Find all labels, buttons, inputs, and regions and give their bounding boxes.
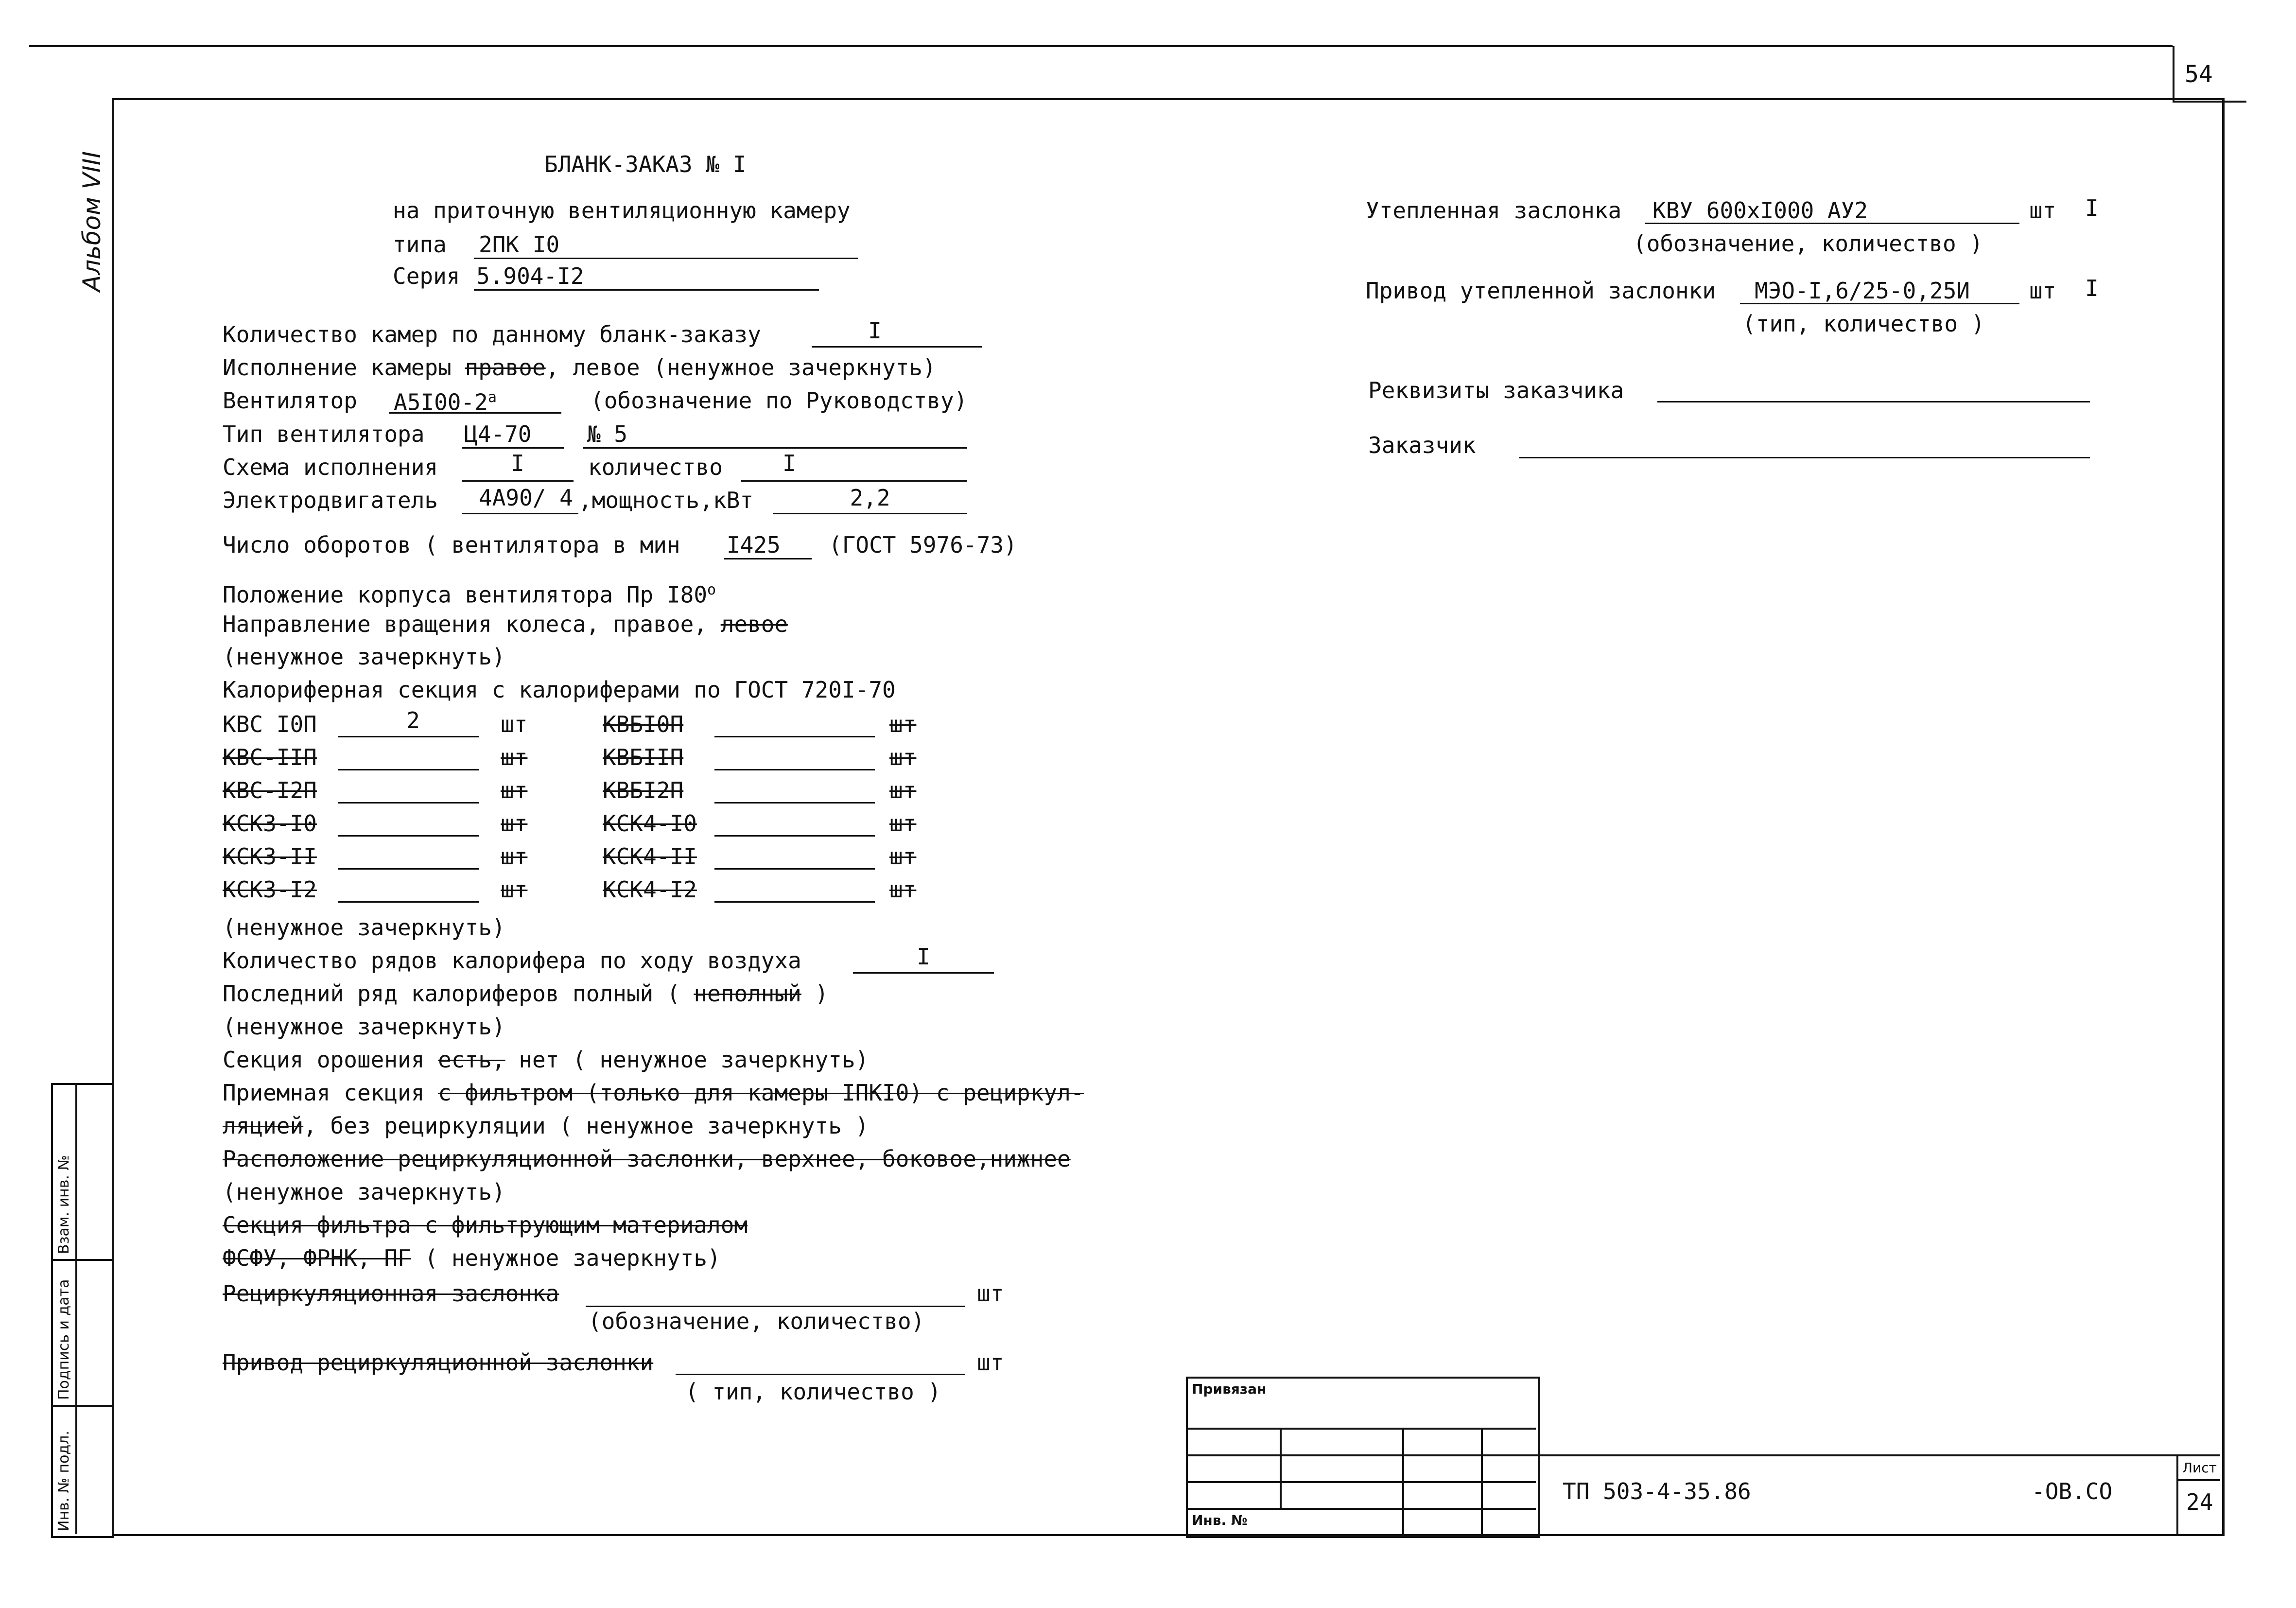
heater-field[interactable] xyxy=(338,901,479,903)
damper-value: КВУ 600хI000 АУ2 xyxy=(1652,197,1868,224)
doc-suffix: -ОВ.СО xyxy=(2032,1478,2113,1504)
heater-field[interactable] xyxy=(338,802,479,804)
motor-label: Электродвигатель xyxy=(223,487,438,513)
heater-unit: шт xyxy=(501,810,528,837)
heater-field-alt[interactable] xyxy=(714,802,875,804)
title-block-top xyxy=(1536,1454,2220,1456)
filter-line-2: ФСФУ, ФРНК, ПГ ( ненужное зачеркнуть) xyxy=(223,1245,721,1271)
heater-title: Калориферная секция с калориферами по ГОСТ 720I-70 xyxy=(223,677,896,703)
heater-field[interactable] xyxy=(338,868,479,870)
damper-qty: I xyxy=(2085,195,2099,221)
side-signature-label: Подпись и дата xyxy=(55,1279,72,1400)
sheet-number: 24 xyxy=(2186,1489,2213,1515)
album-label: Альбом VIII xyxy=(78,151,106,292)
heater-unit: шт xyxy=(501,744,528,770)
sheet-label: Лист xyxy=(2182,1460,2217,1476)
damper-note: (обозначение, количество ) xyxy=(1633,230,1983,257)
heater-unit: шт xyxy=(501,876,528,903)
qty-label: Количество камер по данному бланк-заказу xyxy=(223,321,761,348)
heater-field[interactable] xyxy=(338,736,479,737)
side-replaced-label: Взам. инв. № xyxy=(55,1155,72,1254)
qty-value: I xyxy=(868,317,882,344)
heater-name: КВС-I2П xyxy=(223,777,317,804)
position-line: Положение корпуса вентилятора Пр $I80^о$ xyxy=(223,581,716,608)
heater-name: КВС I0П xyxy=(223,711,317,737)
heater-value: 2 xyxy=(406,707,420,734)
heater-unit-alt: шт xyxy=(889,711,917,737)
heater-field-alt[interactable] xyxy=(714,769,875,770)
heater-name: КВС-IIП xyxy=(223,744,317,770)
lastrow-line: Последний ряд калориферов полный ( неполный ) xyxy=(223,980,829,1007)
rotation-note: (ненужное зачеркнуть) xyxy=(223,644,505,670)
motor-power-label: ,мощность,кВт xyxy=(578,487,754,513)
heater-unit-alt: шт xyxy=(889,744,917,770)
heater-unit-alt: шт xyxy=(889,777,917,804)
heater-name-alt: КСК4-I2 xyxy=(603,876,697,903)
fantype-value: Ц4-70 xyxy=(464,421,532,447)
drive-unit: шт xyxy=(2029,278,2056,304)
drive-label: Привод утепленной заслонки xyxy=(1366,278,1716,304)
type-value: 2ПК I0 xyxy=(479,231,560,258)
type-label: типа xyxy=(393,231,447,258)
scheme-qty-label: количество xyxy=(588,454,723,480)
heater-unit: шт xyxy=(501,777,528,804)
intake-line-1: Приемная секция с фильтром (только для камеры IПКI0) с рециркул- xyxy=(223,1080,1084,1106)
tied-label: Привязан xyxy=(1192,1381,1267,1397)
fantype-label: Тип вентилятора xyxy=(223,421,425,447)
heater-name-alt: КВБIIП xyxy=(603,744,684,770)
exec-line: Исполнение камеры правое, левое (ненужное зачеркнуть) xyxy=(223,354,936,381)
series-label: Серия xyxy=(393,263,460,289)
recirc-position-line: Расположение рециркуляционной заслонки, верхнее, боковое,нижнее xyxy=(223,1146,1071,1172)
recirc-damper-note: (обозначение, количество) xyxy=(588,1308,925,1334)
customer-field[interactable] xyxy=(1519,457,2090,458)
recirc-drive-note: ( тип, количество ) xyxy=(685,1379,941,1405)
drive-value: МЭО-I,6/25-0,25И xyxy=(1755,278,1970,304)
rotation-line: Направление вращения колеса, правое, левое xyxy=(223,611,788,637)
damper-label: Утепленная заслонка xyxy=(1366,197,1622,224)
heater-note: (ненужное зачеркнуть) xyxy=(223,914,505,941)
requisites-field[interactable] xyxy=(1657,401,2090,402)
heater-field[interactable] xyxy=(338,769,479,770)
scheme-label: Схема исполнения xyxy=(223,454,438,480)
rpm-label: Число оборотов ( вентилятора в мин xyxy=(223,532,680,558)
heater-unit-alt: шт xyxy=(889,810,917,837)
motor-power-value: 2,2 xyxy=(850,485,890,511)
side-inv-label: Инв. № подл. xyxy=(55,1431,72,1531)
heater-name-alt: КСК4-I0 xyxy=(603,810,697,837)
intake-line-2: ляцией, без рециркуляции ( ненужное зачеркнуть ) xyxy=(223,1113,869,1139)
rows-value: I xyxy=(917,944,930,970)
recirc-damper-label: Рециркуляционная заслонка xyxy=(223,1280,559,1307)
heater-unit-alt: шт xyxy=(889,876,917,903)
lastrow-note: (ненужное зачеркнуть) xyxy=(223,1014,505,1040)
drive-qty: I xyxy=(2085,275,2099,301)
heater-field-alt[interactable] xyxy=(714,868,875,870)
rows-label: Количество рядов калорифера по ходу воздуха xyxy=(223,947,801,974)
heater-unit-alt: шт xyxy=(889,843,917,870)
form-title: БЛАНК-ЗАКАЗ № I xyxy=(544,151,747,177)
heater-field-alt[interactable] xyxy=(714,736,875,737)
customer-label: Заказчик xyxy=(1368,432,1476,458)
requisites-label: Реквизиты заказчика xyxy=(1368,377,1624,403)
damper-unit: шт xyxy=(2029,197,2056,224)
heater-unit: шт xyxy=(501,711,528,737)
form-subtitle: на приточную вентиляционную камеру xyxy=(393,197,851,224)
heater-field[interactable] xyxy=(338,835,479,837)
scheme-qty-value: I xyxy=(783,450,796,476)
heater-field-alt[interactable] xyxy=(714,835,875,837)
recirc-damper-unit: шт xyxy=(977,1280,1004,1307)
rpm-gost: (ГОСТ 5976-73) xyxy=(829,532,1017,558)
doc-code: ТП 503-4-35.86 xyxy=(1563,1478,1751,1504)
heater-name-alt: КВБI2П xyxy=(603,777,684,804)
recirc-drive-label: Привод рециркуляционной заслонки xyxy=(223,1349,654,1376)
fan-note: (обозначение по Руководству) xyxy=(591,387,968,414)
drive-note: (тип, количество ) xyxy=(1742,311,1985,337)
heater-field-alt[interactable] xyxy=(714,901,875,903)
fantype-number: № 5 xyxy=(587,421,628,447)
fan-value: $А5I00-2^а$ xyxy=(394,389,497,416)
heater-name: КСК3-I0 xyxy=(223,810,317,837)
inv-label: Инв. № xyxy=(1192,1512,1248,1528)
recirc-position-note: (ненужное зачеркнуть) xyxy=(223,1179,505,1205)
filter-line-1: Секция фильтра с фильтрующим материалом xyxy=(223,1212,748,1238)
heater-unit: шт xyxy=(501,843,528,870)
scheme-value: I xyxy=(511,450,524,476)
series-value: 5.904-I2 xyxy=(476,263,584,289)
rpm-value: I425 xyxy=(727,532,781,558)
heater-name: КСК3-II xyxy=(223,843,317,870)
heater-name-alt: КВБI0П xyxy=(603,711,684,737)
motor-value: 4А90/ 4 xyxy=(479,485,573,511)
heater-name: КСК3-I2 xyxy=(223,876,317,903)
fan-label: Вентилятор xyxy=(223,387,357,414)
irrigation-line: Секция орошения есть, нет ( ненужное зачеркнуть) xyxy=(223,1047,869,1073)
top-rule xyxy=(29,45,2173,47)
heater-name-alt: КСК4-II xyxy=(603,843,697,870)
page-number: 54 xyxy=(2185,61,2213,88)
recirc-drive-unit: шт xyxy=(977,1349,1004,1376)
